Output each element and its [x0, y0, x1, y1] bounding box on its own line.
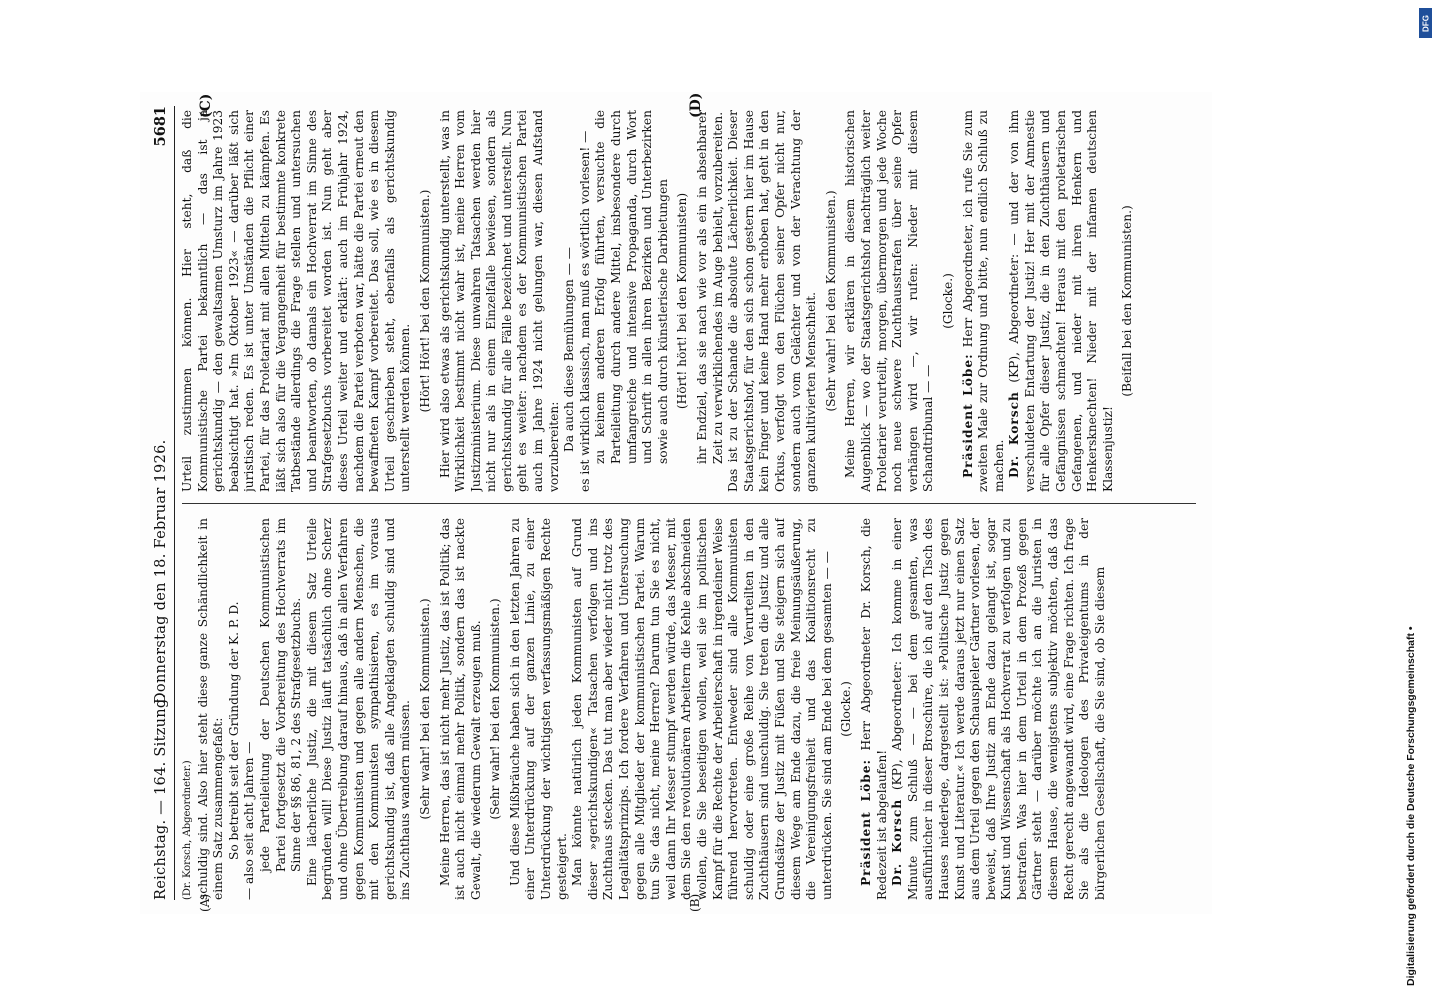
margin-marker-a: (A): [198, 893, 212, 912]
paragraph: Meine Herren, das ist nicht mehr Justiz, das ist Politik; das ist auch nicht einmal mehr Politik, sondern das ist nackte Gewalt, die wiederum Gewalt erzeugen muß.: [437, 518, 483, 900]
margin-marker-b: (B): [688, 893, 702, 912]
header-left: Reichstag. — 164. Sitzung.: [153, 693, 169, 900]
speech-text: (KP), Abgeordneter: Ich komme in einer Minute zum Schluß — — bei dem gesamten, was ausführlicher in dieser Broschüre, die ich auf den Tisch des Hauses niederlege, dargestellt ist: »Politische Justiz gegen Kunst und Literatur.« Ich werde daraus jetzt nur einen Satz aus dem Urteil gegen den Schauspieler Gärtner vorlesen, der beweist, daß Ihre Justiz am Ende dazu gelangt ist, sogar Kunst und Wissenschaft als Hochverrat zu verfolgen und zu bestrafen. Was hier in dem Urteil in dem Prozeß gegen Gärtner steht — darüber möchte ich an die Juristen in diesem Hause, die wenigstens subjektiv möchten, daß das Recht gerecht angewandt wird, eine Frage richten. Ich frage Sie als die Ideologen des Privateigentums in der bürgerlichen Gesellschaft, die Sie sind, ob Sie diesem: [890, 518, 1107, 900]
speech-text: Herr Abgeordneter, ich rufe Sie zum zweiten Male zur Ordnung und bitte, nun endlich Schluß zu machen.: [960, 110, 1006, 492]
margin-marker-c: (C): [198, 93, 214, 118]
interjection: (Hört! hört! bei den Kommunisten): [675, 192, 690, 410]
paragraph: Man könnte natürlich jeden Kommunisten auf Grund dieser »gerichtskundigen« Tatsachen verfolgen und ins Zuchthaus stecken. Das tut man aber wieder nicht trotz des Legalitätsprinzips. Ich fordere Verfahren und Untersuchung gegen alle Mitglieder der kommunistischen Partei. Warum tun Sie das nicht, meine Herren? Darum tun Sie es nicht, weil dann Ihr Messer stumpf werden würde, das Messer, mit dem Sie den revolutionären Arbeitern die Kehle abschneiden wollen, die Sie beseitigen wollen, weil sie im politischen Kampf für die Rechte der Arbeiterschaft in irgendeiner Weise führend hervortreten. Entweder sind alle Kommunisten schuldig oder eine große Reihe von Verurteilten in den Zuchthäusern sind unschuldig. Sie treten die Justiz und alle Grundsätze der Justiz mit Füßen und Sie steigern sich auf diesem Wege am Ende dazu, die freie Meinungsäußerung, die Vereinigungsfreiheit und das Koalitionsrecht zu unterdrücken. Sie sind am Ende bei dem gesamten — —: [570, 518, 834, 900]
interjection: (Sehr wahr! bei den Kommunisten.): [488, 598, 503, 820]
paragraph: Urteil zustimmen können. Hier steht, daß die Kommunistische Partei bekanntlich — das ist ja gerichtskundig — den gewaltsamen Umsturz im Jahre 1923 beabsichtigt hat. »Im Oktober 1923« — darüber läßt sich juristisch reden. Es ist unter Umständen die Pflicht einer Partei, für das Proletariat mit allen Mitteln zu kämpfen. Es läßt sich also für die Vergangenheit für bestimmte konkrete Tatbestände allerdings die Frage stellen und untersuchen und beantworten, ob damals ein Hochverrat im Sinne des Strafgesetzbuchs vorbereitet worden ist. Nun geht aber dieses Urteil weiter und erklärt: auch im Frühjahr 1924, nachdem die Partei verboten war, hätte die Partei erneut den bewaffneten Kampf vorbereitet. Das soll, wie es in diesem Urteil geschrieben steht, ebenfalls als gerichtskundig unterstellt werden können.: [180, 110, 413, 492]
quote: ihr Endziel, das sie nach wie vor als ein in absehbarer Zeit zu verwirklichendes im Auge behielt, vorzubereiten.: [695, 110, 725, 464]
header-date: Donnerstag den 18. Februar 1926.: [153, 439, 169, 704]
quote: — also seit acht Jahren —: [242, 741, 257, 900]
speaker-name: Präsident Löbe:: [960, 353, 975, 478]
korsch-remark: [1007, 110, 1116, 492]
interjection: (Hört! Hört! bei den Kommunisten.): [417, 189, 432, 413]
paragraph: Eine lächerliche Justiz, die mit diesem Satz Urteile begründen will! Diese Justiz läuft tatsächlich ohne Scherz und ohne Übertreibung darauf hinaus, daß in allen Verfahren gegen Kommunisten und gegen alle andern Menschen, die mit den Kommunisten sympathisieren, es im voraus gerichtskundig ist, daß alle Angeklagten schuldig sind und ins Zuchthaus wandern müssen.: [304, 518, 413, 900]
interjection: (Sehr wahr! bei den Kommunisten.): [417, 598, 432, 820]
dfg-logo: [1419, 8, 1432, 38]
paragraph: Das ist zu der Schande die absolute Lächerlichkeit. Dieser Staatsgerichtshof, für den sich schon gestern hier im Hause kein Finger und keine Hand mehr erhoben hat, geht in den Orkus, verfolgt von den Flüchen seiner Opfer nicht nur, sondern auch vom Gelächter und von der Verachtung der ganzen kultivierten Menschheit.: [726, 110, 819, 492]
left-column: [180, 518, 1200, 900]
dfg-logo-text: DFG: [1421, 15, 1431, 32]
paragraph: Hier wird also etwas als gerichtskundig unterstellt, was in Wirklichkeit bestimmt nicht wahr ist, meine Herren vom Justizministerium. Diese unwahren Tatsachen werden hier nicht nur als in einem Einzelfalle bewiesen, sondern als gerichtskundig für alle Fälle bezeichnet und unterstellt. Nun geht es weiter: nachdem es der Kommunistischen Partei auch im Jahre 1924 nicht gelungen war, diesen Aufstand vorzubereiten:: [437, 110, 561, 492]
speech-text: (KP), Abgeordneter: — und der von ihm verschuldeten Entartung der Justiz! Her mit der Amnestie für alle Opfer dieser Justiz, die in den Zuchthäusern und Gefängnissen schmachten! Heraus mit den proletarischen Gefangenen, und nieder mit ihren Henkern und Henkersknechten! Nieder mit der infamen deutschen Klassenjustiz!: [1007, 110, 1115, 492]
page-header: [148, 106, 175, 900]
quote: zu keinem anderen Erfolg führten, versuchte die Parteileitung durch andere Mittel, insbesondere durch umfangreiche und intensive Propaganda, durch Wort und Schrift in allen ihren Bezirken und Unterbezirken sowie auch durch künstlerische Darbietungen: [593, 110, 670, 464]
paragraph: Meine Herren, wir erklären in diesem historischen Augenblick — wo der Staatsgerichtshof nachträglich weiter Proletarier verurteilt, morgen, übermorgen und jede Woche noch neue schwere Zuchthausstrafen über seine Opfer verhängen wird —, wir rufen: Nieder mit diesem Schandtribunal — —: [843, 110, 936, 492]
quote: So betreibt seit der Gründung der K. P. D.: [226, 601, 241, 860]
speaker-name: Präsident Löbe:: [858, 758, 873, 886]
page-number: 5681: [152, 106, 169, 147]
quote: jede Parteileitung der Deutschen Kommunistischen Partei fortgesetzt die Vorbereitung des Hochverrats im Sinne der §§ 86, 81, 2 des Strafgesetzbuchs.: [257, 518, 304, 872]
margin-marker-d: (D): [688, 92, 704, 118]
digitization-credit: [1391, 6, 1431, 994]
right-column: [180, 110, 1200, 492]
paragraph: es ist wirklich klassisch, man muß es wörtlich vorlesen! —: [577, 130, 592, 492]
rotated-page-content: [140, 92, 1212, 914]
quote: Da auch diese Bemühungen — —: [562, 247, 577, 452]
interjection: (Glocke.): [940, 273, 955, 329]
speech-text: Herr Abgeordneter Dr. Korsch, die Redezeit ist abgelaufen!: [858, 518, 889, 900]
speaker-name: Dr. Korsch: [890, 798, 905, 886]
credit-text: Digitalisierung gefördert durch die Deutsche Forschungsgemeinschaft •: [1405, 626, 1417, 986]
paragraph: Und diese Mißbräuche haben sich in den letzten Jahren zu einer Unterdrückung auf der ganzen Linie, zu einer Unterdrückung der wichtigsten verfassungsmäßigen Rechte gesteigert.: [507, 518, 569, 900]
speaker-name: Dr. Korsch: [1007, 391, 1022, 478]
interjection: (Sehr wahr! bei den Kommunisten.): [823, 190, 838, 412]
scanned-page: [140, 92, 1212, 914]
column-divider: [182, 503, 1196, 504]
continued-speaker: (Dr. Korsch, Abgeordneter.): [182, 760, 193, 900]
korsch-remark: [890, 518, 1108, 900]
interjection: (Beifall bei den Kommunisten.): [1120, 205, 1135, 397]
paragraph: schuldig sind. Also hier steht diese ganze Schändlichkeit in einem Satz zusammengefaßt:: [195, 518, 226, 900]
president-remark: [859, 518, 890, 900]
interjection: (Glocke.): [839, 681, 854, 737]
president-remark: [961, 110, 1008, 492]
